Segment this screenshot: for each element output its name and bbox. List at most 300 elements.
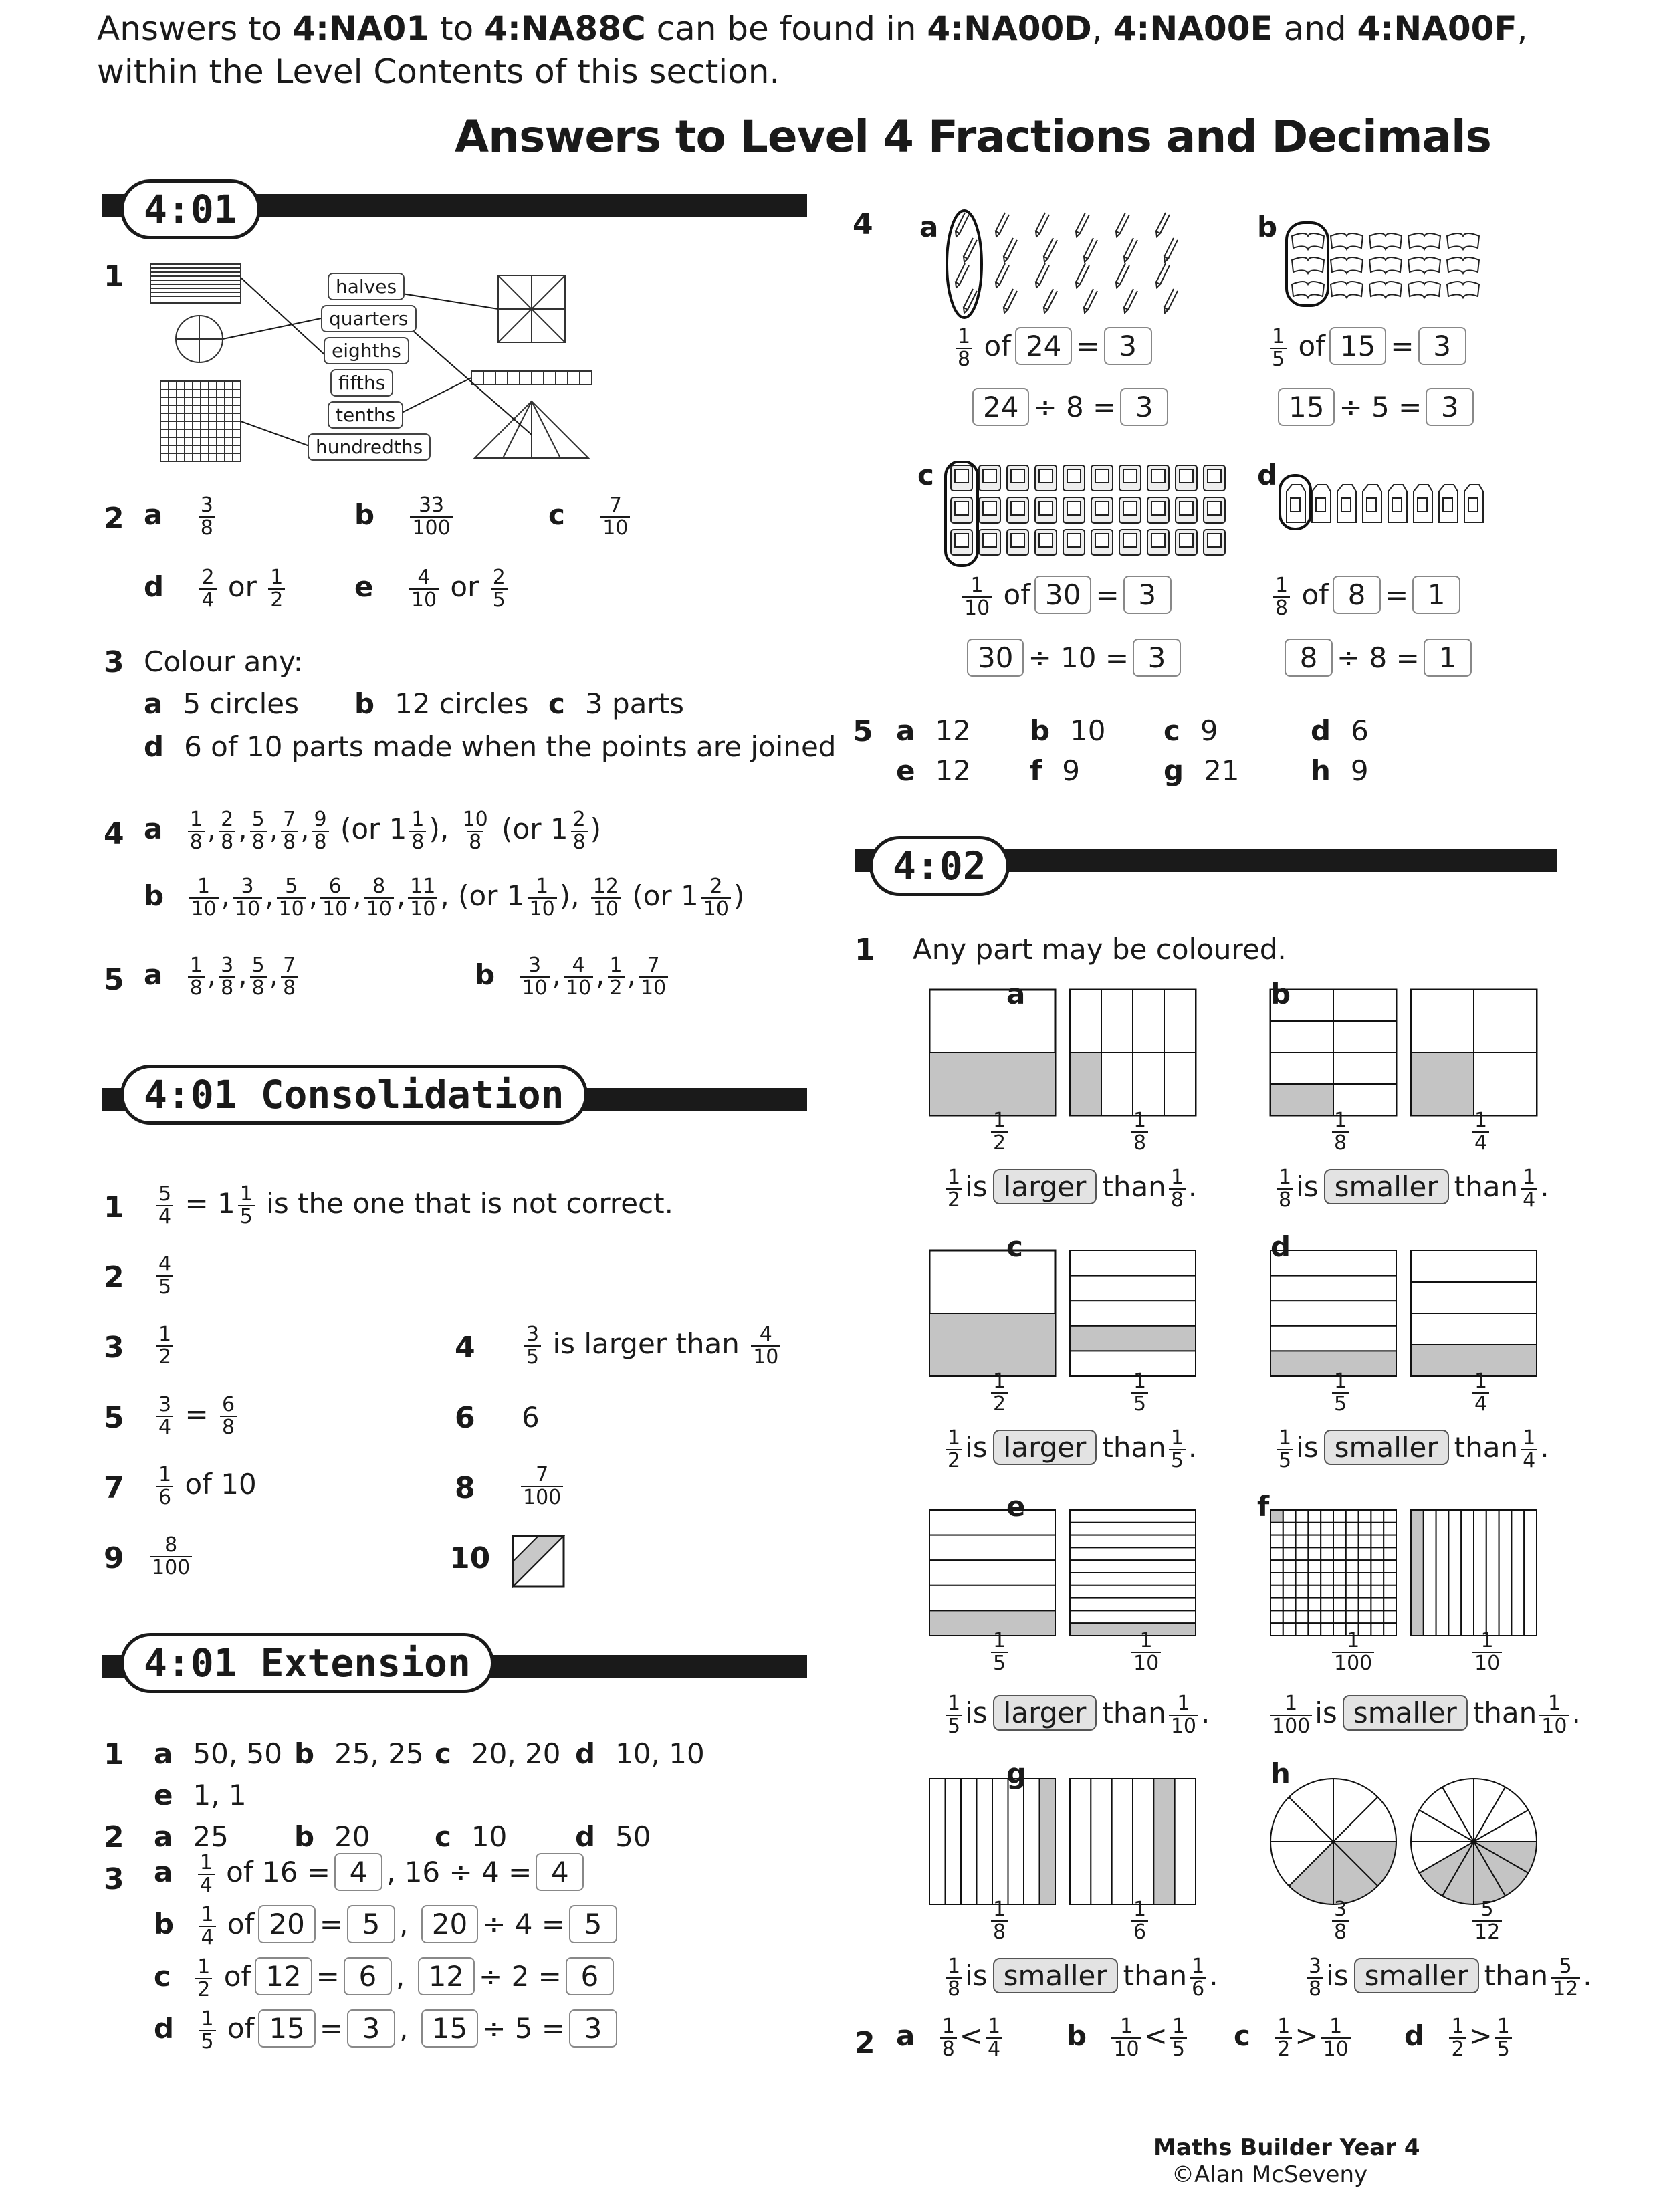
fraction-part <box>1040 1779 1056 1904</box>
diagram-caption <box>988 1899 1010 1943</box>
fraction-part <box>929 1313 1055 1376</box>
fraction-part <box>1070 1510 1196 1523</box>
fraction-part <box>1270 1573 1283 1585</box>
fraction-part <box>1296 1560 1309 1573</box>
fraction-part <box>1424 1510 1436 1636</box>
comparison-word-box: larger <box>993 1695 1097 1731</box>
intro-text: and <box>1273 9 1357 48</box>
or-text: (or 1 <box>502 812 568 845</box>
fraction: $\frac{3}{4}$ <box>156 1394 173 1438</box>
fraction: $\frac{2}{8}$ <box>219 809 235 853</box>
question-number: 7 <box>104 1471 124 1505</box>
comparison-sentence: $\frac{1}{2}$ is larger than $\frac{1}{8}$ . <box>943 1167 1197 1210</box>
equals-text: = <box>1105 641 1129 674</box>
part-label: d <box>154 2012 175 2045</box>
comma: , <box>386 1856 396 1888</box>
fraction-part <box>1359 1610 1371 1623</box>
pencil-icon <box>996 263 1009 288</box>
equals-text: = <box>1095 578 1119 611</box>
fraction: $\frac{1}{8}$ <box>956 326 972 370</box>
pencil-icon <box>996 213 1009 237</box>
fraction-part <box>1346 1610 1359 1623</box>
fraction: $\frac{7}{100}$ <box>521 1464 563 1508</box>
card-icon <box>1119 530 1141 555</box>
pencil-icon <box>1164 289 1178 313</box>
answer-box: 30 <box>1034 576 1091 614</box>
card-icon <box>1035 465 1057 491</box>
answer-text: is larger than <box>552 1327 740 1360</box>
answer-text: of 10 <box>185 1468 257 1501</box>
fraction: $\frac{1}{10}$ <box>962 575 992 619</box>
question-number: 5 <box>104 963 124 997</box>
r5-item: e 12 <box>896 754 971 787</box>
fraction-part <box>1296 1573 1309 1585</box>
fraction-part <box>1070 1585 1196 1598</box>
card-group-illustration <box>943 461 1237 568</box>
fraction: $\frac{5}{12}$ <box>1551 1956 1580 1999</box>
diagram-caption <box>988 1630 1010 1674</box>
fraction: $\frac{4}{10}$ <box>564 955 593 998</box>
pencil-icon <box>1164 238 1178 262</box>
question-number: 4 <box>853 207 873 241</box>
answer-box: 15 <box>258 2009 315 2048</box>
diagram-caption <box>1470 1899 1505 1943</box>
fraction-part <box>1474 1053 1537 1115</box>
fraction-part <box>1321 1598 1333 1611</box>
r5-item: a 12 <box>896 714 971 747</box>
fraction-part <box>1333 1510 1346 1523</box>
q4-a <box>144 809 601 853</box>
card-icon <box>1176 497 1197 523</box>
fraction: $\frac{1}{8}$ <box>188 955 205 998</box>
question-number: 8 <box>455 1471 475 1505</box>
answer-box: 24 <box>1015 327 1072 365</box>
tag-halves: halves <box>328 273 405 300</box>
carton-group-illustration <box>1277 471 1505 545</box>
division-text: ÷ 4 = <box>482 1908 566 1941</box>
fraction-part <box>929 1510 1055 1535</box>
fraction: $\frac{1}{5}$ <box>1277 1428 1293 1471</box>
section-header-401: 4:01 <box>120 179 261 239</box>
answer-box: 12 <box>418 1957 475 1995</box>
fraction-part <box>1283 1510 1296 1523</box>
pencil-icon <box>1084 289 1097 313</box>
fraction: $\frac{8}{100}$ <box>150 1535 192 1578</box>
fraction-part <box>1346 1573 1359 1585</box>
intro-text: Answers to <box>97 9 293 48</box>
intro-code: 4:NA00D <box>927 9 1092 48</box>
q3-c <box>548 687 684 720</box>
r5-item: d 6 <box>1311 714 1369 747</box>
part-label: b <box>294 1820 315 1853</box>
equals-text: = <box>1396 641 1420 674</box>
card-icon <box>1176 465 1197 491</box>
fraction: $\frac{1}{100}$ <box>1270 1693 1312 1737</box>
pencil-icon <box>1116 213 1129 237</box>
fraction-part <box>1346 1598 1359 1611</box>
fraction: $\frac{1}{2}$ <box>156 1324 173 1367</box>
answer-text: 20, 20 <box>471 1737 561 1770</box>
fraction-part <box>1333 1585 1346 1598</box>
comparison-word-box: larger <box>993 1430 1097 1465</box>
ext-q3-b <box>154 1904 621 1948</box>
fraction-part <box>1270 1276 1396 1301</box>
fraction: $\frac{7}{10}$ <box>639 955 668 998</box>
of-text: of 16 = <box>226 1856 330 1888</box>
fraction: $\frac{1}{4}$ <box>1472 1371 1489 1414</box>
fraction: $\frac{33}{100}$ <box>410 495 452 538</box>
fraction: $\frac{7}{8}$ <box>281 809 298 853</box>
fraction-part <box>1346 1547 1359 1560</box>
fraction: $\frac{1}{8}$ <box>940 2016 957 2060</box>
fraction: $\frac{1}{8}$ <box>1332 1110 1349 1153</box>
question-number: 4 <box>455 1331 475 1365</box>
equals-text: = <box>1076 330 1100 362</box>
or-text: (or 1 <box>458 879 525 912</box>
page-title: Answers to Level 4 Fractions and Decimals <box>455 111 1491 162</box>
carton-icon <box>1388 485 1407 522</box>
comparison-word-box: smaller <box>1324 1430 1449 1465</box>
fraction-part <box>1164 1053 1196 1115</box>
fraction: $\frac{2}{4}$ <box>199 567 216 611</box>
answer-box: 1 <box>1412 576 1460 614</box>
fraction-part <box>992 1779 1008 1904</box>
answer-text: 20 <box>334 1820 370 1853</box>
fraction-part <box>1296 1535 1309 1548</box>
fraction-part <box>1384 1623 1396 1636</box>
question-number: 10 <box>449 1541 491 1575</box>
fraction-part <box>929 1779 946 1904</box>
equals-text: = 1 <box>185 1187 235 1220</box>
q5-a <box>144 955 300 998</box>
answer-box: 3 <box>569 2009 617 2048</box>
ext-q1-d <box>575 1737 705 1770</box>
card-icon <box>1119 465 1141 491</box>
answer-text: 25 <box>193 1820 229 1853</box>
equals-text: = <box>1390 330 1414 362</box>
fraction: $\frac{11}{10}$ <box>408 876 437 919</box>
answer-box: 15 <box>1329 327 1386 365</box>
fraction: $\frac{1}{2}$ <box>268 567 285 611</box>
fraction: $\frac{1}{10}$ <box>1169 1693 1198 1737</box>
fraction-part <box>1333 1560 1346 1573</box>
fraction: $\frac{1}{5}$ <box>1169 1428 1186 1471</box>
fraction-part <box>1270 1610 1283 1623</box>
part-label: c <box>548 498 565 531</box>
fraction-part <box>1070 1535 1196 1548</box>
fraction-part <box>1296 1598 1309 1611</box>
fraction-list: $\frac{1}{10}$ , $\frac{3}{10}$ , $\frac{5}{10}$ , $\frac{6}{10}$ , $\frac{8}{10}$ , $\frac{11}{10}$ , <box>186 879 449 912</box>
part-label: b <box>1270 978 1291 1010</box>
intro-code: 4:NA00E <box>1113 9 1273 48</box>
fraction: $\frac{1}{2}$ <box>1275 2016 1292 2060</box>
fraction-part <box>1371 1510 1384 1523</box>
fraction-part <box>1524 1510 1537 1636</box>
comparison-sentence: $\frac{1}{8}$ is smaller than $\frac{1}{6}$ . <box>943 1956 1218 1999</box>
fraction-part <box>1486 1510 1499 1636</box>
equals-text: = <box>1384 578 1409 611</box>
fraction: $\frac{6}{10}$ <box>320 876 350 919</box>
card-icon <box>1204 530 1225 555</box>
answer-box: 5 <box>569 1905 617 1943</box>
answer-box: 15 <box>1278 388 1335 426</box>
fraction: $\frac{1}{5}$ <box>1170 2016 1187 2060</box>
part-label: a <box>144 498 163 531</box>
diagram-caption <box>1470 1110 1492 1153</box>
fraction-part <box>1371 1535 1384 1548</box>
r4-b-line2 <box>1274 388 1478 426</box>
division-text: ÷ 8 <box>1033 391 1084 423</box>
intro-line-2: within the Level Contents of this section. <box>97 52 780 91</box>
card-icon <box>1119 497 1141 523</box>
pencil-icon <box>1044 238 1057 262</box>
answer-box: 3 <box>1123 576 1172 614</box>
pencil-icon <box>1076 213 1089 237</box>
cons-q8 <box>518 1464 566 1508</box>
answer-box: 1 <box>1424 639 1472 677</box>
fraction-part <box>1359 1523 1371 1535</box>
fraction-part <box>1070 1547 1196 1560</box>
answer-box: 3 <box>1418 327 1466 365</box>
book-icon <box>1447 233 1479 249</box>
part-label: d <box>575 1820 596 1853</box>
fraction-part <box>1411 1250 1537 1282</box>
fraction-part <box>1333 1535 1346 1548</box>
question-number: 3 <box>104 1862 124 1896</box>
pencil-group-illustration <box>943 207 1210 321</box>
part-label: a <box>154 1820 173 1853</box>
fraction: $\frac{5}{10}$ <box>277 876 306 919</box>
q3-intro: Colour any: <box>144 645 303 678</box>
answer-box: 12 <box>255 1957 312 1995</box>
pencil-icon <box>1036 263 1049 288</box>
fraction-part <box>929 1535 1055 1561</box>
s402-q2-a <box>896 2016 1005 2060</box>
close-paren: ), <box>429 812 449 845</box>
book-icon <box>1331 282 1363 298</box>
fraction-part <box>1270 1301 1396 1326</box>
fraction-part <box>1283 1523 1296 1535</box>
answer-text: is the one that is not correct. <box>266 1187 673 1220</box>
part-label: e <box>354 570 374 603</box>
fraction-part <box>1384 1610 1396 1623</box>
part-label: b <box>354 687 375 720</box>
fraction-part <box>1270 1560 1283 1573</box>
fraction-part <box>1321 1560 1333 1573</box>
fraction-part <box>1371 1573 1384 1585</box>
book-icon <box>1292 257 1324 273</box>
card-icon <box>951 497 972 523</box>
fraction-part <box>1333 990 1396 1021</box>
tag-hundredths: hundredths <box>308 433 431 461</box>
fraction-part <box>1321 1523 1333 1535</box>
fraction: $\frac{3}{10}$ <box>233 876 262 919</box>
fraction: $\frac{1}{8}$ <box>1131 1110 1148 1153</box>
fraction-part <box>1070 1523 1196 1535</box>
fraction-part <box>1308 1535 1321 1548</box>
fraction-part <box>1448 1510 1461 1636</box>
cons-q5 <box>154 1394 239 1438</box>
cons-q3 <box>154 1324 176 1367</box>
footer-book-title: Maths Builder Year 4 <box>1153 2134 1420 2161</box>
question-number: 1 <box>855 933 875 967</box>
q2-b <box>354 495 455 538</box>
book-icon <box>1331 257 1363 273</box>
question-number: 5 <box>104 1401 124 1435</box>
fraction-part <box>1384 1573 1396 1585</box>
comma: , <box>395 1960 405 1993</box>
fraction-part <box>1283 1585 1296 1598</box>
fraction-list: $\frac{1}{8}$ , $\frac{3}{8}$ , $\frac{5}{8}$ , $\frac{7}{8}$ <box>185 958 300 991</box>
diagram-caption <box>1129 1110 1151 1153</box>
fraction-part <box>1091 1779 1111 1904</box>
fraction-part <box>1283 1573 1296 1585</box>
pencil-icon <box>956 263 969 288</box>
fraction: $\frac{1}{5}$ <box>991 1630 1008 1674</box>
fraction-part <box>1411 1510 1424 1636</box>
comparison-word-box: smaller <box>993 1958 1118 1993</box>
card-icon <box>1176 530 1197 555</box>
question-number: 9 <box>104 1541 124 1575</box>
fraction-part <box>1384 1510 1396 1523</box>
close-paren: ), <box>559 879 580 912</box>
fraction-part <box>1384 1535 1396 1548</box>
q2-e <box>354 567 510 611</box>
answer-box: 30 <box>967 639 1024 677</box>
ext-q1-c <box>435 1737 561 1770</box>
answer-box: 8 <box>1333 576 1381 614</box>
section-header-extension: 4:01 Extension <box>120 1633 494 1693</box>
equals-text: = <box>185 1398 209 1430</box>
diagram-caption <box>1329 1110 1351 1153</box>
fraction: $\frac{1}{10}$ <box>528 876 557 919</box>
part-label: d <box>1270 1230 1291 1263</box>
part-label: d <box>144 570 164 603</box>
of-text: of <box>1003 578 1031 611</box>
fraction: $\frac{5}{4}$ <box>156 1184 173 1227</box>
fraction-part <box>1270 1598 1283 1611</box>
book-icon <box>1369 233 1402 249</box>
book-icon <box>1447 282 1479 298</box>
answer-box: 4 <box>536 1853 584 1891</box>
part-label: f <box>1257 1490 1270 1523</box>
fraction-part <box>1333 1523 1346 1535</box>
q3-b <box>354 687 528 720</box>
fraction: $\frac{1}{6}$ <box>156 1464 173 1508</box>
comparison-word-box: smaller <box>1354 1958 1479 1993</box>
fraction-part <box>1308 1573 1321 1585</box>
diagram-caption <box>1129 1371 1151 1414</box>
answer-text: 12 circles <box>395 687 529 720</box>
comparison-sentence: $\frac{1}{5}$ is larger than $\frac{1}{10}$ . <box>943 1693 1210 1737</box>
fraction-part <box>1283 1623 1296 1636</box>
division-text: ÷ 5 = <box>482 2012 566 2045</box>
ext-q2-a <box>154 1820 229 1853</box>
part-label: c <box>1234 2019 1250 2052</box>
part-label: c <box>154 1960 171 1993</box>
fraction-part <box>1371 1547 1384 1560</box>
card-icon <box>1007 497 1028 523</box>
card-icon <box>1063 497 1085 523</box>
comparison-sentence: $\frac{1}{8}$ is smaller than $\frac{1}{4}$ . <box>1274 1167 1549 1210</box>
fraction-part <box>1008 1779 1024 1904</box>
or-text: or <box>227 570 257 603</box>
tag-eighths: eighths <box>324 337 409 364</box>
answer-box: 3 <box>1133 639 1181 677</box>
fraction-part <box>1133 1779 1153 1904</box>
fraction-part <box>1070 1779 1091 1904</box>
book-icon <box>1292 282 1324 298</box>
comparison-sentence: $\frac{1}{2}$ is larger than $\frac{1}{5}$ . <box>943 1428 1197 1471</box>
fraction-part <box>1359 1510 1371 1523</box>
fraction-part <box>1308 1560 1321 1573</box>
fraction: $\frac{3}{8}$ <box>199 495 215 538</box>
fraction-list: $\frac{3}{10}$ , $\frac{4}{10}$ , $\frac{1}{2}$ , $\frac{7}{10}$ <box>517 958 671 991</box>
part-label: d <box>575 1737 596 1770</box>
part-label: b <box>475 958 495 991</box>
card-icon <box>1063 530 1085 555</box>
fraction-part <box>1359 1547 1371 1560</box>
tag-tenths: tenths <box>328 401 403 429</box>
fraction: $\frac{1}{5}$ <box>238 1184 255 1227</box>
card-icon <box>1035 497 1057 523</box>
fraction: $\frac{2}{10}$ <box>701 876 731 919</box>
comparison-sentence: $\frac{1}{5}$ is smaller than $\frac{1}{4}$ . <box>1274 1428 1549 1471</box>
comparison-word-box: smaller <box>1343 1695 1468 1731</box>
book-icon <box>1331 233 1363 249</box>
cons-q4 <box>522 1324 783 1367</box>
ext-q1-b <box>294 1737 424 1770</box>
comma: , <box>399 2012 409 2045</box>
r4-a-line2 <box>968 388 1172 426</box>
fraction: $\frac{1}{5}$ <box>199 2009 215 2052</box>
fraction: $\frac{1}{8}$ <box>1169 1167 1186 1210</box>
answer-text: 10 <box>471 1820 508 1853</box>
intro-code: 4:NA01 <box>292 9 430 48</box>
fraction: $\frac{3}{5}$ <box>524 1324 541 1367</box>
fraction-part <box>1296 1523 1309 1535</box>
division-text: ÷ 2 = <box>479 1960 562 1993</box>
carton-icon <box>1287 485 1305 522</box>
part-label: h <box>1270 1757 1291 1790</box>
comparison-word-box: smaller <box>1324 1169 1449 1204</box>
pencil-icon <box>1076 263 1089 288</box>
part-label: d <box>144 730 164 763</box>
fraction: $\frac{8}{10}$ <box>364 876 394 919</box>
card-icon <box>1091 530 1113 555</box>
ext-q1-row1 <box>154 1737 282 1770</box>
answer-text: 50 <box>615 1820 651 1853</box>
part-label: a <box>919 211 939 243</box>
intro-text: , <box>1517 9 1528 48</box>
fraction-part <box>1474 1510 1486 1636</box>
ext-q3-d <box>154 2009 621 2052</box>
fraction-part <box>961 1779 977 1904</box>
answer-box: 24 <box>972 388 1029 426</box>
fraction-part <box>1296 1623 1309 1636</box>
answer-box: 20 <box>258 1905 315 1943</box>
fraction: $\frac{1}{10}$ <box>1539 1693 1569 1737</box>
pencil-icon <box>1116 263 1129 288</box>
diagram-caption <box>1329 1371 1351 1414</box>
fraction: $\frac{5}{8}$ <box>250 955 267 998</box>
r5-item: b 10 <box>1030 714 1106 747</box>
fraction-part <box>1333 1610 1346 1623</box>
fraction-part <box>1296 1610 1309 1623</box>
answer-box: 4 <box>334 1853 382 1891</box>
fraction-part <box>1333 1053 1396 1084</box>
fraction-part <box>1101 1053 1133 1115</box>
